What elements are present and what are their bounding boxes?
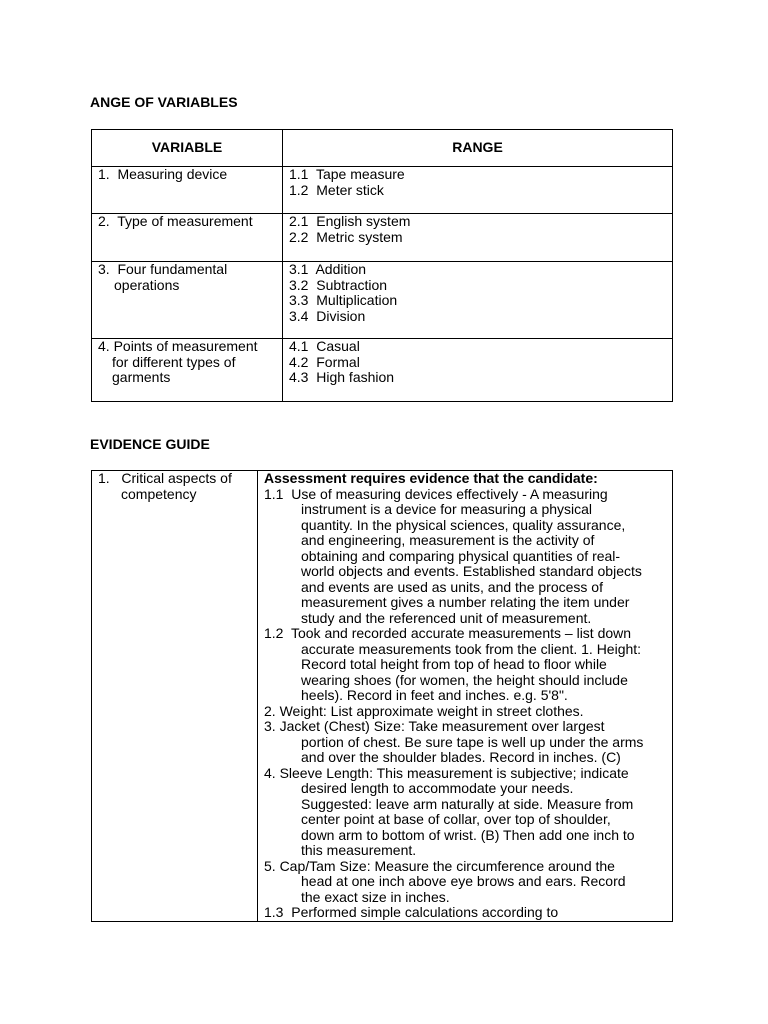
range-item: 3.4 Division (289, 307, 366, 324)
range-item: 4.3 High fashion (289, 369, 395, 385)
variable-cell (92, 167, 283, 214)
evidence-line: and events are used as units, and the process of (301, 578, 603, 595)
evidence-line: heels). Record in feet and inches. e.g. 5'8". (301, 687, 568, 703)
evidence-line: instrument is a device for measuring a physical (301, 501, 593, 517)
criterion-cell (92, 471, 258, 922)
variable-cell (92, 339, 283, 402)
evidence-guide-table (91, 470, 673, 922)
evidence-guide-heading: EVIDENCE GUIDE (90, 436, 210, 452)
range-item: 3.2 Subtraction (289, 276, 388, 293)
evidence-line: measurement gives a number relating the item under (301, 594, 630, 610)
variable-text: for different types of (112, 353, 236, 370)
range-cell (283, 339, 673, 402)
variable-cell (92, 262, 283, 339)
evidence-line: center point at base of collar, over top of shoulder, (301, 811, 611, 827)
variable-text: 2. Type of measurement (98, 213, 253, 229)
variable-text: garments (112, 369, 171, 385)
evidence-intro: Assessment requires evidence that the candidate: (264, 470, 598, 486)
evidence-line: portion of chest. Be sure tape is well up under the arms (301, 733, 644, 750)
variable-cell (92, 214, 283, 262)
table-row (92, 167, 673, 214)
evidence-line: 5. Cap/Tam Size: Measure the circumference around the (264, 857, 615, 874)
evidence-line: this measurement. (301, 842, 417, 858)
evidence-line: accurate measurements took from the client. 1. Height: (301, 640, 642, 657)
evidence-line: 1.2 Took and recorded accurate measurements – list down (264, 625, 632, 641)
evidence-line: down arm to bottom of wrist. (B) Then add one inch to (301, 826, 635, 843)
evidence-line: and engineering, measurement is the activity of (301, 532, 595, 548)
range-cell (283, 214, 673, 262)
criterion-text: competency (121, 485, 197, 502)
evidence-line: desired length to accommodate your needs. (301, 780, 574, 796)
evidence-line: 4. Sleeve Length: This measurement is subjective; indicate (264, 764, 629, 781)
evidence-line: Suggested: leave arm naturally at side. Measure from (301, 795, 634, 812)
table-row (92, 214, 673, 262)
evidence-line: world objects and events. Established standard objects (301, 563, 642, 579)
evidence-line: obtaining and comparing physical quantities of real- (301, 547, 621, 564)
variable-column-header: VARIABLE (92, 130, 283, 167)
evidence-line: and over the shoulder blades. Record in inches. (C) (301, 749, 621, 765)
evidence-line: head at one inch above eye brows and ears. Record (301, 873, 626, 889)
range-item: 4.2 Formal (289, 353, 360, 370)
evidence-line: the exact size in inches. (301, 888, 450, 905)
evidence-cell (258, 471, 673, 922)
range-item: 3.3 Multiplication (289, 292, 398, 308)
range-item: 1.2 Meter stick (289, 181, 384, 198)
table-row (92, 262, 673, 339)
criterion-text: 1. Critical aspects of (98, 470, 232, 486)
range-of-variables-table (91, 129, 673, 402)
evidence-line: quantity. In the physical sciences, quality assurance, (301, 516, 626, 533)
range-item: 2.1 English system (289, 213, 411, 229)
range-of-variables-heading: ANGE OF VARIABLES (90, 94, 238, 110)
variable-text: operations (114, 276, 180, 293)
evidence-line: 3. Jacket (Chest) Size: Take measurement over largest (264, 718, 605, 734)
table-row (92, 471, 673, 922)
range-cell (283, 262, 673, 339)
evidence-line: 1.1 Use of measuring devices effectively - A measuring (264, 485, 608, 502)
range-column-header: RANGE (283, 130, 673, 167)
table-header-row (92, 130, 673, 167)
evidence-line: 1.3 Performed simple calculations according to (264, 904, 559, 920)
evidence-line: 2. Weight: List approximate weight in street clothes. (264, 702, 584, 719)
range-item: 2.2 Metric system (289, 228, 403, 245)
variable-text: 4. Points of measurement (98, 338, 258, 354)
range-item: 1.1 Tape measure (289, 166, 405, 182)
table-row (92, 339, 673, 402)
range-item: 4.1 Casual (289, 338, 360, 354)
range-item: 3.1 Addition (289, 261, 367, 277)
variable-text: 1. Measuring device (98, 166, 228, 182)
variable-text: 3. Four fundamental (98, 261, 228, 277)
evidence-line: wearing shoes (for women, the height should include (301, 671, 628, 688)
evidence-line: Record total height from top of head to floor while (301, 656, 607, 672)
range-cell (283, 167, 673, 214)
evidence-line: study and the referenced unit of measurement. (301, 609, 592, 626)
